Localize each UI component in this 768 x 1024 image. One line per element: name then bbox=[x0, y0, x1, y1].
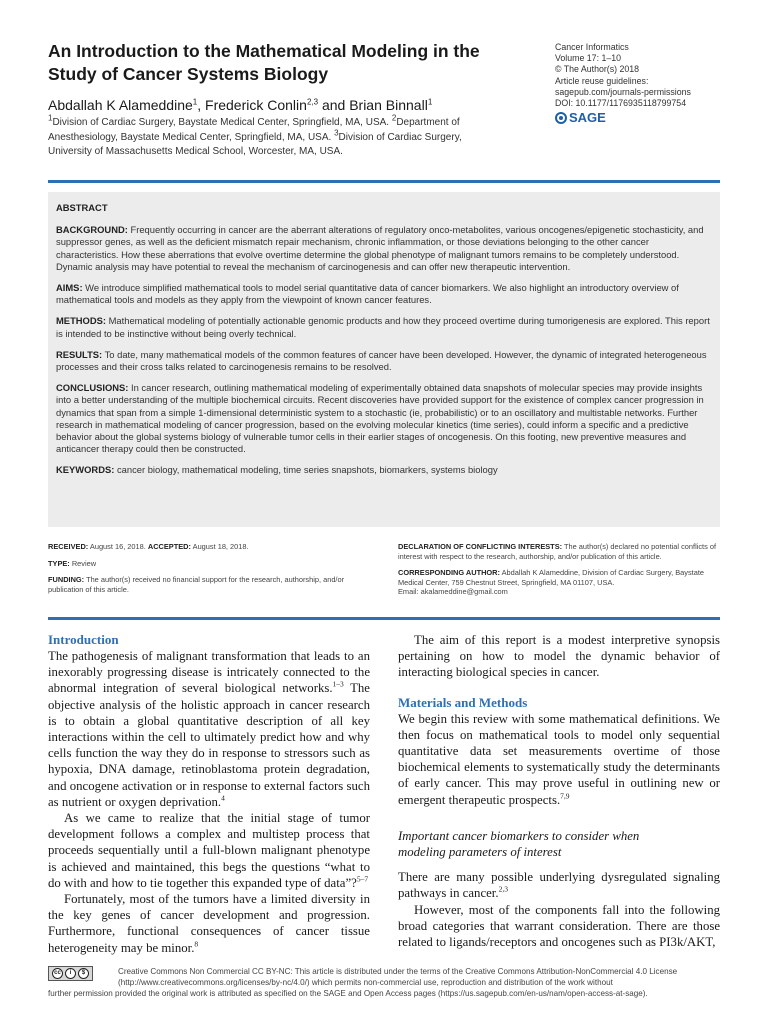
license-text: Creative Commons Non Commercial CC BY-NC: This article is distributed under the terms of the Creative Commons Attribution-NonCommercial 4.0 License (http://www.creativecommons.org/licenses/by-nc/4.0/) which permits non-commercial use, reproduction and distribution of the work without bbox=[118, 967, 678, 987]
abstract-section-text: We introduce simplified mathematical tools to model serial quantitative data of cancer biomarkers. We also highlight an introductory overview of mathematical tools and models as they apply from the viewpoint of known cancer features. bbox=[56, 282, 679, 306]
abstract-heading: ABSTRACT bbox=[56, 202, 108, 213]
paragraph: The aim of this report is a modest interpretive synopsis pertaining on how to model the dynamic behavior of interacting biological species in cancer. bbox=[398, 633, 720, 680]
abstract-section bbox=[56, 224, 712, 273]
article-title: An Introduction to the Mathematical Modeling in the Study of Cancer Systems Biology bbox=[48, 41, 480, 84]
abstract-section bbox=[56, 382, 712, 455]
article-type: TYPE: Review bbox=[48, 558, 97, 568]
paragraph: Fortunately, most of the tumors have a limited diversity in the key genes of cancer development and progression. Furthermore, functional consequences of cancer tissue heterogeneity may be minor.$^8$ bbox=[48, 892, 370, 955]
subsection-heading: Important cancer biomarkers to consider when modeling parameters of interest bbox=[398, 828, 640, 860]
header-divider bbox=[48, 180, 720, 183]
attribution-icon: i bbox=[65, 968, 76, 979]
abstract-section-text: To date, many mathematical models of the common features of cancer have been developed. However, the dynamic of integrated heterogeneous processes and their cross talks related to carcinogenesis remains to be resolved. bbox=[56, 348, 707, 373]
dates: RECEIVED: August 16, 2018. ACCEPTED: August 18, 2018. bbox=[48, 542, 249, 551]
affiliations: $^1$Division of Cardiac Surgery, Baystate Medical Center, Springfield, MA, USA. $^2$Department of Anesthesiology, Baystate Medical Center, Springfield, MA, USA. $^3$Division of Cardiac Surgery, University of Massachusetts Medical School, Worcester, MA, USA. bbox=[48, 113, 462, 157]
article-meta-left bbox=[48, 542, 378, 601]
paragraph: As we came to realize that the initial stage of tumor development follows a complex and multistep process that proceeds sequentially until a full-blown malignant phenotype is achieved and maintained, this begs the questions “what to do with and how to tie together this expanded type of data”?$^{5-7}$ bbox=[48, 811, 370, 890]
cc-by-nc-badge[interactable] bbox=[48, 966, 93, 981]
noncommercial-icon: $ bbox=[78, 968, 89, 979]
paragraph: There are many possible underlying dysregulated signaling pathways in cancer.$^{2,3}$ bbox=[398, 870, 720, 901]
abstract-section-text: In cancer research, outlining mathematical modeling of experimentally obtained data snapshots of molecular species may provide insights into a better understanding of the multiple biochemical circuits. Recent discoveries have provided support for the existence of complex cancer progression in dynamics that span from a simple 1-dimensional deterministic system to a stochastic (ie, probabilistic) or to an oscillatory and multistable networks. Further research in mathematical modeling of cancer progression, based on the evolving molecular kinetics (time series), could inform a specific and a predictive behavior about the global systems biology of vulnerable tumor cells in their earlier stages of oncogenesis. On this footing, new preventive measures and anticancer therapy could then be constructed. bbox=[56, 382, 704, 455]
abstract-section-text: cancer biology, mathematical modeling, time series snapshots, biomarkers, systems biology bbox=[114, 464, 498, 476]
abstract-section-text: Frequently occurring in cancer are the aberrant alterations of regulatory onco-metabolites, various oncogenes/epigenetic stochasticity, and suppressor genes, as well as the deficient mismatch repair mechanism, chronic inflammation, or those deviations belonging to the other cancer characteristics. How these aberrations that evolve overtime determine the global phenotype of malignant tumors remains to be completely understood. Dynamic analysis may have potential to reveal the mechanism of carcinogenesis and can offer new therapeutic intervention. bbox=[56, 224, 704, 272]
doi[interactable]: DOI: 10.1177/1176935118799754 bbox=[555, 98, 687, 109]
abstract-section bbox=[56, 349, 712, 373]
section-heading-introduction: Introduction bbox=[48, 632, 119, 647]
section-heading-methods: Materials and Methods bbox=[398, 694, 528, 710]
reuse-guidelines-label: Article reuse guidelines: bbox=[555, 75, 649, 86]
abstract-section-label: METHODS: bbox=[56, 315, 106, 327]
author-list: Abdallah K Alameddine$^1$, Frederick Conlin$^{2,3}$ and Brian Binnall$^1$ bbox=[48, 97, 433, 113]
abstract-section bbox=[56, 315, 712, 339]
body-divider bbox=[48, 617, 720, 620]
paragraph: However, most of the components fall into the following broad categories that warrant consideration. There are those related to ligands/receptors and oncogenes such as PI3k/AKT, bbox=[398, 902, 720, 950]
publisher-name: SAGE bbox=[569, 110, 606, 125]
sage-logo bbox=[555, 110, 606, 125]
paragraph: We begin this review with some mathematical definitions. We then focus on mathematical tools to model only sequential quantitative data set measurements overtime of those biochemical elements to systematically study the determinants of early cancer. This may prove useful in outlining new or emergent therapeutic prospects.$^{7,9}$ bbox=[398, 711, 720, 807]
abstract-section bbox=[56, 282, 712, 306]
funding: FUNDING: The author(s) received no financial support for the research, authorship, and/or publication of this article. bbox=[48, 575, 345, 594]
body-column-right bbox=[398, 632, 720, 950]
article-meta-right bbox=[398, 542, 720, 604]
abstract-section bbox=[56, 464, 712, 476]
paragraph: The pathogenesis of malignant transformation that leads to an inexorably progressing disease is intricately connected to the abnormal integration of several biological networks.$^{1-3}$ The objective analysis of the holistic approach in cancer research is to obtain a global quantitative description of all key interactions within the cell to ultimately predict how and why cells function the way they do in response to stressors such as hypoxia, DNA damage, retinoblastoma protein degradation, and oncogene activation or in response to external factors such as nutrient or oxygen deprivation.$^4$ bbox=[48, 649, 370, 809]
abstract-section-label: BACKGROUND: bbox=[56, 224, 128, 236]
abstract-section-label: AIMS: bbox=[56, 282, 83, 294]
journal-name: Cancer Informatics bbox=[555, 42, 629, 52]
abstract-sections bbox=[56, 224, 712, 476]
conflict-declaration: DECLARATION OF CONFLICTING INTERESTS: The author(s) declared no potential conflicts of interest with respect to the research, authorship, and/or publication of this article. bbox=[398, 542, 717, 561]
journal-volume: Volume 17: 1–10 bbox=[555, 53, 622, 64]
sage-logo-icon bbox=[555, 112, 567, 124]
abstract-section-label: RESULTS: bbox=[56, 348, 103, 360]
abstract-box bbox=[48, 192, 720, 527]
cc-icon: cc bbox=[52, 968, 63, 979]
body-column-left bbox=[48, 632, 370, 956]
abstract-section-label: KEYWORDS: bbox=[56, 464, 115, 476]
abstract-section-text: Mathematical modeling of potentially actionable genomic products and how they proceed overtime during tumorigenesis are explored. This report is intended to be instinctive without being overly technical. bbox=[56, 315, 710, 339]
reuse-guidelines-link[interactable]: sagepub.com/journals-permissions bbox=[555, 86, 691, 97]
email-link[interactable]: Email: akalameddine@gmail.com bbox=[398, 587, 508, 597]
abstract-section-label: CONCLUSIONS: bbox=[56, 382, 129, 394]
corresponding-author: CORRESPONDING AUTHOR: Abdallah K Alameddine, Division of Cardiac Surgery, Baystate Medical Center, 759 Chestnut Street, Springfield, MA 01107, USA. Email: akalameddine@gmail.com bbox=[398, 568, 705, 597]
license-text-continued: further permission provided the original work is attributed as specified on the SAGE and Open Access pages (https://us.sagepub.com/en-us/nam/open-access-at-sage). bbox=[48, 989, 648, 998]
license-footer bbox=[48, 966, 720, 998]
journal-copyright: © The Author(s) 2018 bbox=[555, 64, 640, 75]
journal-info bbox=[555, 42, 765, 109]
